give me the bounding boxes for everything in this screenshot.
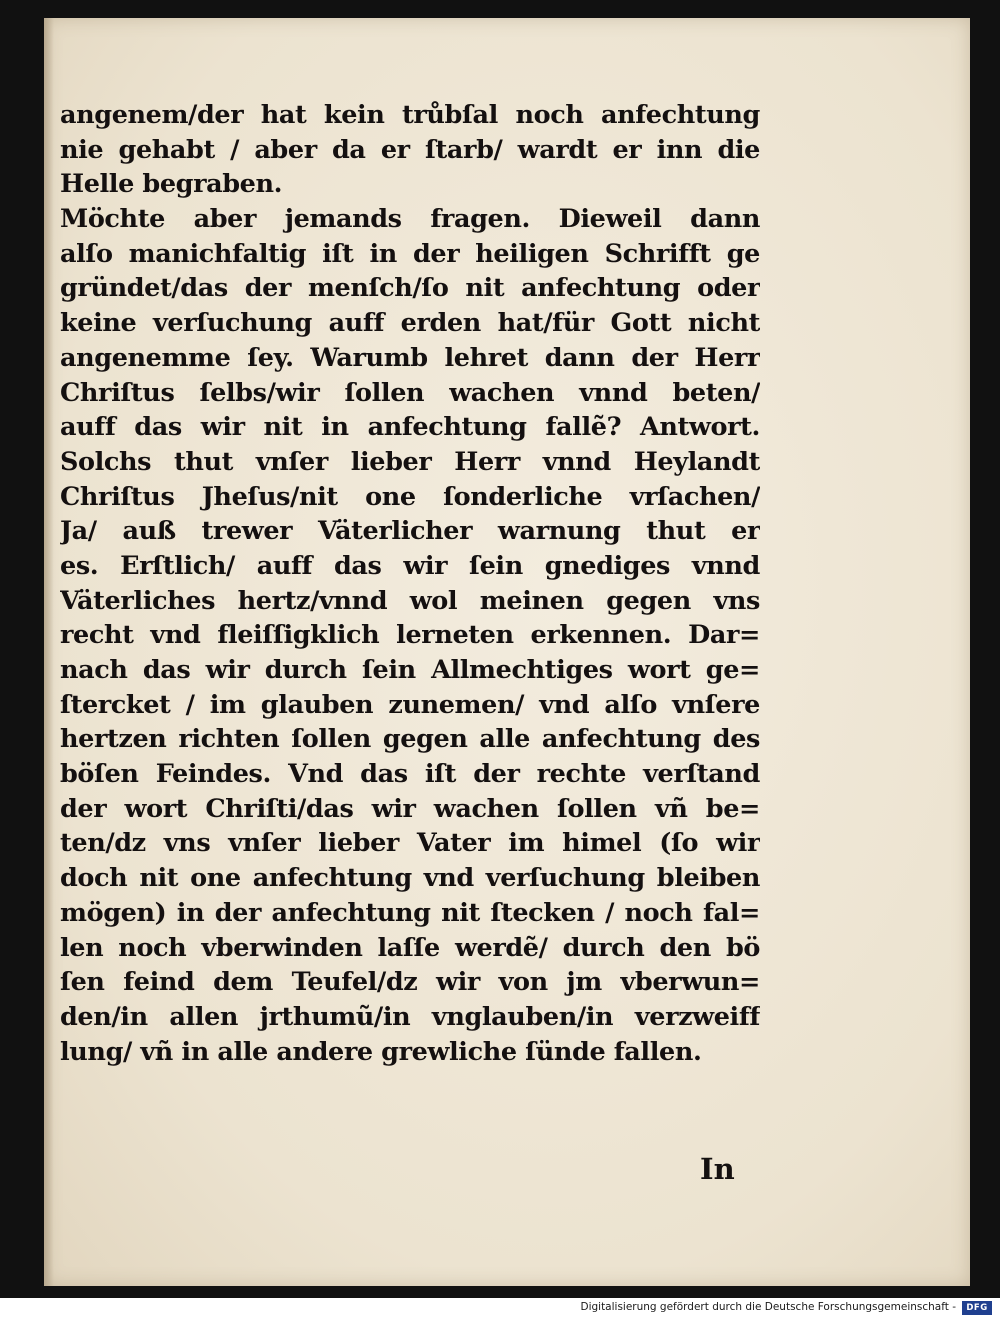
text-line: Solchs thut vnſer lieber Herr vnnd Heylandt [60,446,760,477]
dfg-logo: DFG [962,1301,992,1315]
text-line: nach das wir durch ſein Allmechtiges wort ge= [60,655,760,685]
page-gutter-shadow [44,18,54,1286]
text-line: ſen feind dem Teufel/dz wir von jm vberwun= [60,967,760,998]
text-line: ſtercket / im glauben zunemen/ vnd alſo vnſere [60,689,760,720]
text-line: angenem/der hat kein trůbſal noch anfechtung [60,100,760,130]
text-line: lung/ vñ in alle andere grewliche ſünde fallen. [60,1036,702,1067]
text-line: es. Erſtlich/ auff das wir ſein gnediges vnnd [60,550,760,581]
text-line: keine verſuchung auff erden hat/für Gott nicht [60,308,760,339]
text-line: böſen Feindes. Vnd das iſt der rechte verſtand [60,759,760,790]
text-line: len noch vberwinden laſſe werdẽ/ durch den bö [60,932,760,963]
text-line: Möchte aber jemands fragen. Dieweil dann [60,204,760,235]
text-line: der wort Chriſti/das wir wachen ſollen vñ be= [60,793,760,824]
page-text-block [60,98,760,1069]
text-line: Chriſtus Jheſus/nit one ſonderliche vrſachen/ [60,481,760,512]
text-line: alſo manichfaltig iſt in der heiligen Schrifft ge [60,238,760,269]
text-line: Helle begraben. [60,169,283,200]
catchword: In [700,1152,735,1186]
funding-notice: Digitalisierung gefördert durch die Deutsche Forschungsgemeinschaft - [580,1301,956,1313]
text-line: recht vnd fleiſſigklich lerneten erkennen. Dar= [60,620,760,651]
text-line: Väterliches hertz/vnnd wol meinen gegen vns [60,585,760,616]
footer-bar [0,1298,1000,1319]
text-line: auff das wir nit in anfechtung fallẽ? Antwort. [60,412,760,443]
text-line: gründet/das der menſch/ſo nit anfechtung oder [60,273,760,304]
text-line: doch nit one anfechtung vnd verſuchung bleiben [60,863,760,894]
text-line: nie gehabt / aber da er ſtarb/ wardt er inn die [60,134,760,165]
text-line: hertzen richten ſollen gegen alle anfechtung des [60,724,760,755]
text-line: mögen) in der anfechtung nit ſtecken / noch fal= [60,897,760,928]
text-line: ten/dz vns vnſer lieber Vater im himel (ſo wir [60,828,760,859]
text-line: angenemme ſey. Warumb lehret dann der Herr [60,342,760,373]
text-line: den/in allen jrthumũ/in vnglauben/in verzweiff [60,1001,760,1032]
text-line: Chriſtus ſelbs/wir ſollen wachen vnnd beten/ [60,377,760,408]
text-line: Ja/ auß trewer Väterlicher warnung thut er [60,516,760,547]
